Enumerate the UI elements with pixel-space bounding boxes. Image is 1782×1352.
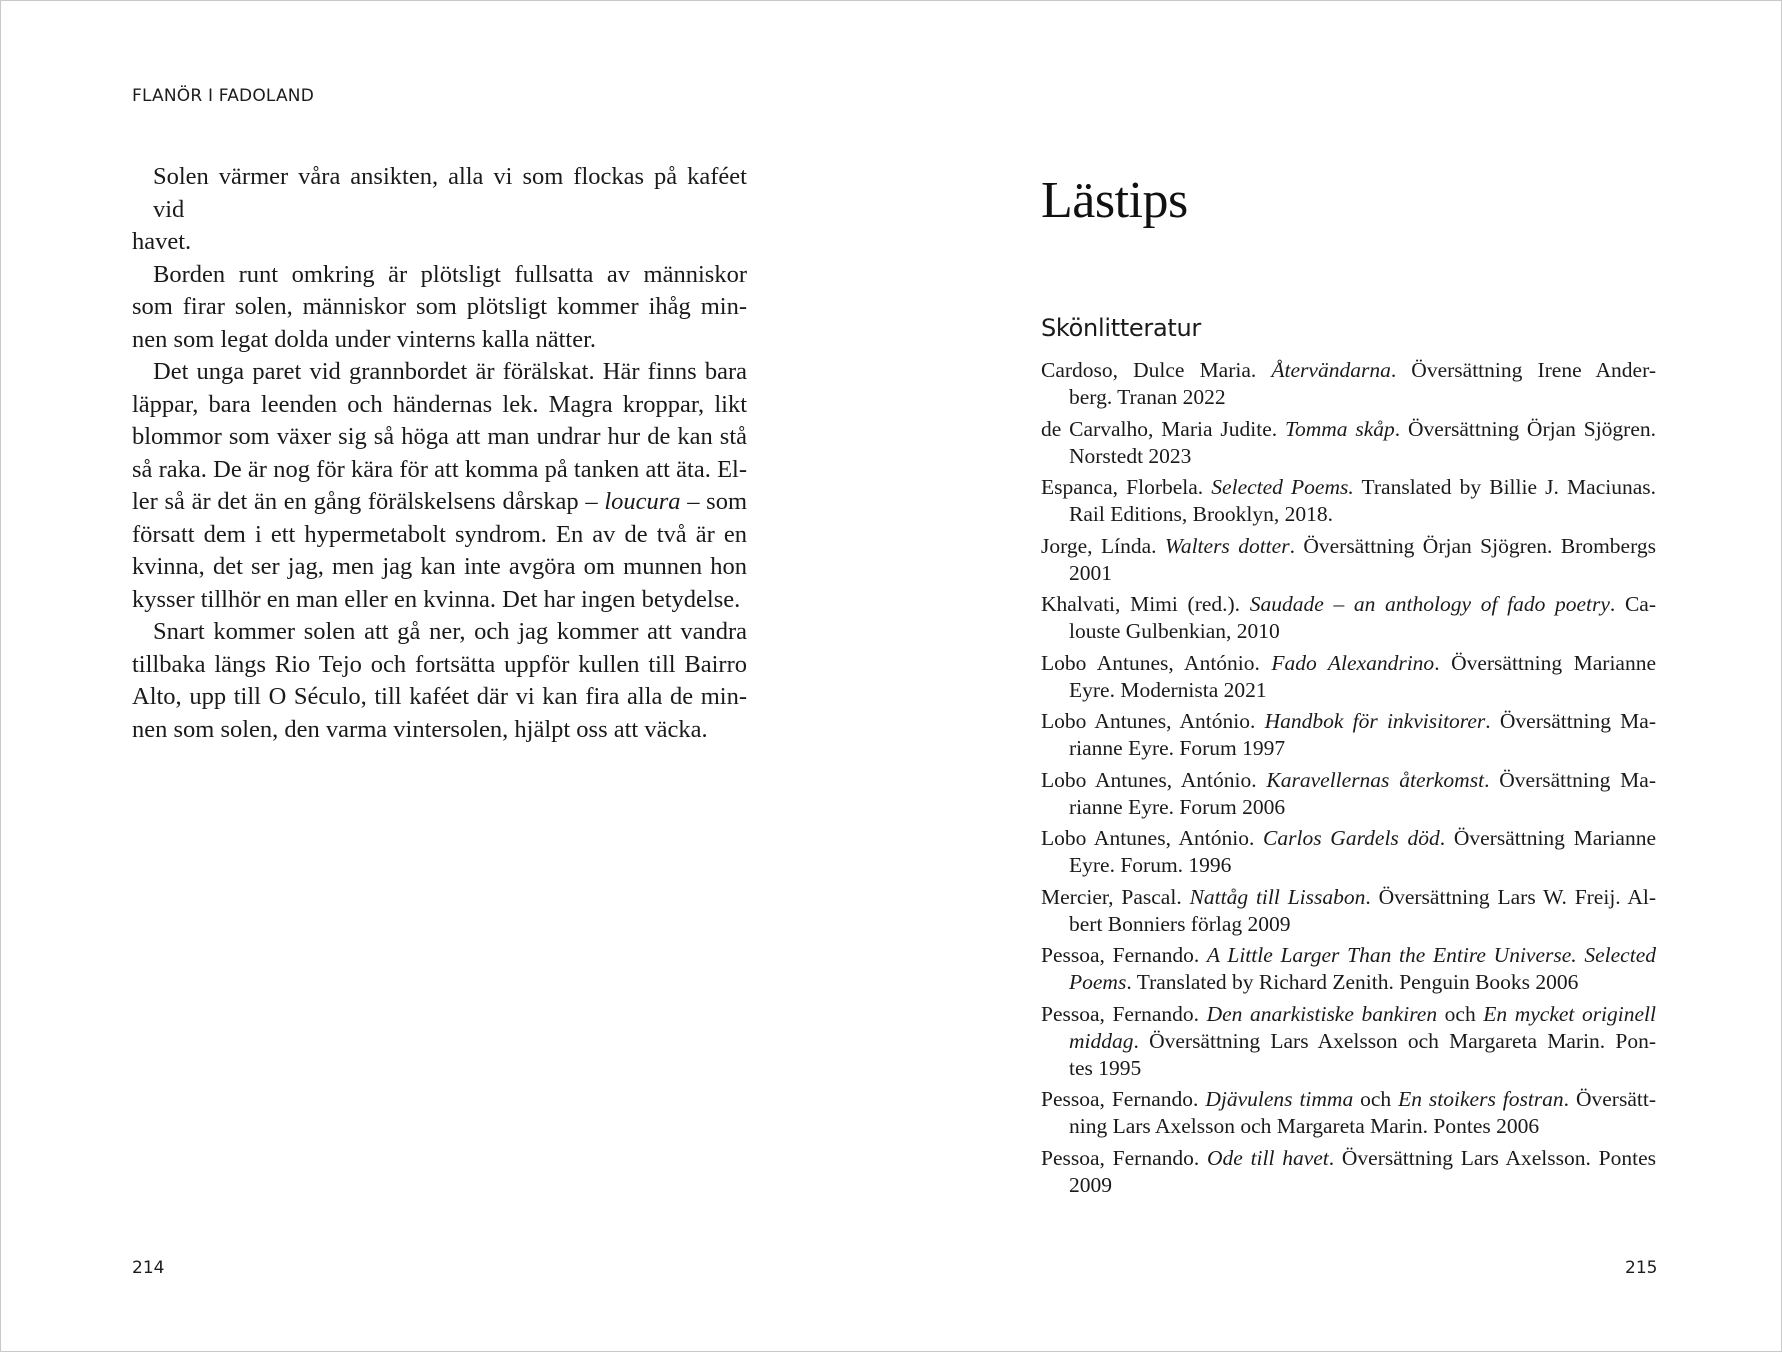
text-line: Snart kommer solen att gå ner, och jag kommer att vandra [153, 618, 747, 645]
entry-line: 2009 [1069, 1172, 1112, 1197]
text-line: Alto, upp till O Século, till kaféet där vi kan fira alla de min- [132, 683, 747, 710]
italic-title: Karavellernas återkomst [1266, 767, 1485, 792]
entry-line: Pessoa, Fernando. A Little Larger Than the Entire Universe. Selected [1041, 943, 1656, 967]
text-line: Borden runt omkring är plötsligt fullsatta av människor [153, 260, 747, 288]
bibliography-entry [1041, 884, 1656, 938]
entry-line: Lobo Antunes, António. Karavellernas återkomst. Översättning Ma- [1041, 767, 1656, 792]
bibliography-entry [1041, 942, 1656, 996]
italic-title: Djävulens timma [1205, 1087, 1354, 1111]
text-line: som firar solen, människor som plötsligt kommer ihåg min- [132, 293, 747, 320]
body-text [132, 161, 747, 746]
entry-line: Jorge, Línda. Walters dotter. Översättning Örjan Sjögren. Brombergs [1041, 533, 1656, 558]
text-line: läppar, bara leenden och händernas lek. Magra kroppar, likt [132, 390, 747, 418]
entry-line: Eyre. Modernista 2021 [1069, 677, 1267, 702]
paragraph [132, 356, 747, 616]
bibliography-entry [1041, 1001, 1656, 1082]
text-line: kvinna, det ser jag, men jag kan inte avgöra om munnen hon [132, 553, 747, 580]
bibliography-entry [1041, 474, 1656, 528]
entry-line: rianne Eyre. Forum 2006 [1069, 794, 1286, 819]
text-line: havet. [132, 228, 192, 255]
bibliography-entry [1041, 1145, 1656, 1199]
bibliography-entry [1041, 825, 1656, 879]
bibliography-entry [1041, 650, 1656, 704]
italic-title: En stoikers fostran [1398, 1087, 1564, 1111]
entry-line: Lobo Antunes, António. Handbok för inkvisitorer. Översättning Ma- [1041, 709, 1656, 733]
paragraph [132, 259, 747, 357]
italic-title: Ode till havet [1207, 1145, 1329, 1170]
text-line: nen som solen, den varma vintersolen, hjälpt oss att väcka. [132, 715, 708, 743]
entry-line: Rail Editions, Brooklyn, 2018. [1069, 502, 1333, 526]
bibliography-entry [1041, 533, 1656, 587]
bibliography-list [1041, 357, 1656, 1203]
text-line: tillbaka längs Rio Tejo och fortsätta uppför kullen till Bairro [132, 650, 747, 678]
bibliography-entry [1041, 416, 1656, 470]
italic-title: Återvändarna [1271, 358, 1391, 382]
entry-line: Poems. Translated by Richard Zenith. Penguin Books 2006 [1069, 970, 1579, 994]
entry-line: Norstedt 2023 [1069, 443, 1192, 468]
entry-line: Lobo Antunes, António. Carlos Gardels död. Översättning Marianne [1041, 826, 1657, 850]
entry-line: middag. Översättning Lars Axelsson och Margareta Marin. Pon- [1069, 1028, 1656, 1053]
italic-title: En mycket originell [1483, 1001, 1656, 1026]
entry-line: Pessoa, Fernando. Den anarkistiske bankiren och En mycket originell [1041, 1001, 1656, 1026]
entry-line: ning Lars Axelsson och Margareta Marin. Pontes 2006 [1069, 1114, 1540, 1138]
text-line: ler så är det än en gång förälskelsens dårskap – loucura – som [132, 488, 747, 515]
entry-line: tes 1995 [1069, 1055, 1142, 1080]
italic-title: Selected Poems. [1211, 475, 1354, 499]
running-head: FLANÖR I FADOLAND [132, 86, 315, 106]
paragraph [132, 161, 747, 259]
entry-line: Espanca, Florbela. Selected Poems. Translated by Billie J. Maciunas. [1041, 475, 1656, 499]
italic-title: Nattåg till Lissabon [1189, 884, 1366, 909]
italic-title: Fado Alexandrino [1271, 650, 1435, 675]
entry-line: Mercier, Pascal. Nattåg till Lissabon. Översättning Lars W. Freij. Al- [1041, 884, 1656, 909]
entry-line: Khalvati, Mimi (red.). Saudade – an anthology of fado poetry. Ca- [1041, 592, 1657, 616]
entry-line: Lobo Antunes, António. Fado Alexandrino. Översättning Marianne [1041, 650, 1656, 675]
entry-line: 2001 [1069, 560, 1112, 585]
text-line: försatt dem i ett hypermetabolt syndrom. En av de två är en [132, 520, 747, 548]
italic-title: loucura [604, 488, 681, 515]
italic-title: Tomma skåp [1284, 416, 1395, 441]
text-line: kysser tillhör en man eller en kvinna. Det har ingen betydelse. [132, 585, 741, 613]
text-line: Solen värmer våra ansikten, alla vi som flockas på kaféet vid [153, 163, 747, 223]
bibliography-entry [1041, 357, 1656, 411]
entry-line: bert Bonniers förlag 2009 [1069, 911, 1291, 936]
entry-line: rianne Eyre. Forum 1997 [1069, 736, 1286, 760]
bibliography-entry [1041, 708, 1656, 762]
text-line: nen som legat dolda under vinterns kalla nätter. [132, 325, 597, 353]
paragraph [132, 616, 747, 746]
page-title: Lästips [1041, 172, 1188, 229]
bibliography-entry [1041, 1086, 1656, 1140]
entry-line: Pessoa, Fernando. Ode till havet. Översättning Lars Axelsson. Pontes [1041, 1145, 1656, 1170]
section-heading: Skönlitteratur [1041, 314, 1201, 342]
entry-line: Pessoa, Fernando. Djävulens timma och En stoikers fostran. Översätt- [1041, 1087, 1656, 1111]
italic-title: middag [1069, 1028, 1134, 1053]
entry-line: berg. Tranan 2022 [1069, 385, 1226, 409]
text-line: så raka. De är nog för kära för att komma på tanken att äta. El- [132, 455, 747, 483]
italic-title: Saudade – an anthology of fado poetry [1249, 592, 1610, 616]
bibliography-entry [1041, 591, 1656, 645]
text-line: blommor som växer sig så höga att man undrar hur de kan stå [132, 423, 747, 450]
italic-title: A Little Larger Than the Entire Universe. Selected [1206, 943, 1656, 967]
bibliography-entry [1041, 767, 1656, 821]
entry-line: Cardoso, Dulce Maria. Återvändarna. Översättning Irene Ander- [1041, 358, 1656, 382]
italic-title: Handbok för inkvisitorer [1264, 709, 1486, 733]
text-line: Det unga paret vid grannbordet är förälskat. Här finns bara [153, 358, 747, 385]
page-number-right: 215 [1625, 1258, 1658, 1278]
italic-title: Poems [1069, 970, 1127, 994]
entry-line: louste Gulbenkian, 2010 [1069, 619, 1280, 643]
page-number-left: 214 [132, 1258, 165, 1278]
italic-title: Den anarkistiske bankiren [1206, 1001, 1438, 1026]
entry-line: de Carvalho, Maria Judite. Tomma skåp. Översättning Örjan Sjögren. [1041, 416, 1656, 441]
entry-line: Eyre. Forum. 1996 [1069, 853, 1232, 877]
italic-title: Carlos Gardels död [1263, 826, 1440, 850]
italic-title: Walters dotter [1164, 533, 1290, 558]
